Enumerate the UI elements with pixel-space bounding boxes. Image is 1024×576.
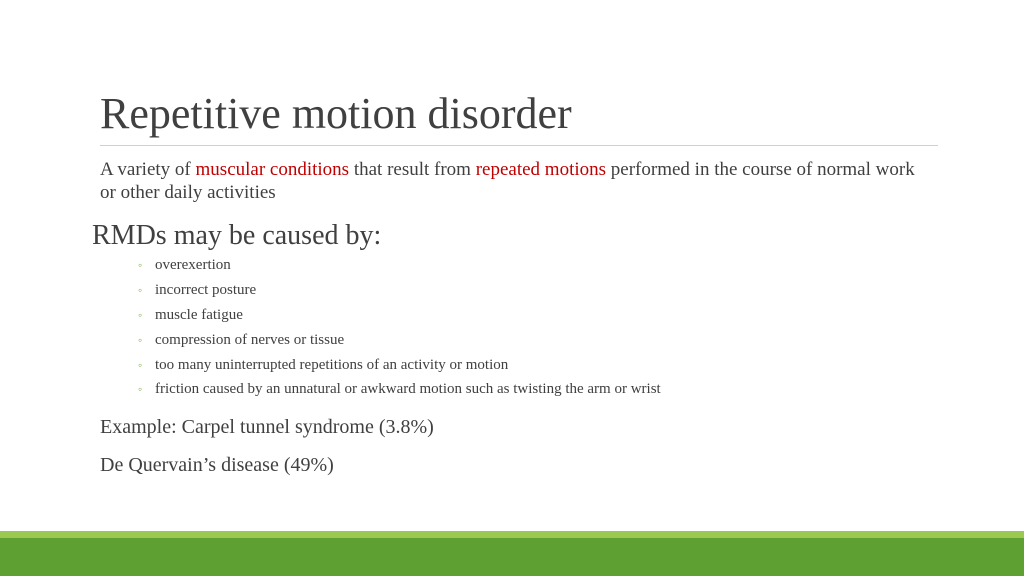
example-carpal-tunnel: Example: Carpel tunnel syndrome (3.8%) xyxy=(100,416,434,438)
list-item xyxy=(138,280,661,305)
list-item-text: muscle fatigue xyxy=(155,306,243,323)
bullet-marker: ◦ xyxy=(138,332,143,347)
causes-list xyxy=(138,255,661,404)
footer-accent-band-dark xyxy=(0,538,1024,576)
list-item xyxy=(138,379,661,404)
list-item-text: friction caused by an unnatural or awkward motion such as twisting the arm or wrist xyxy=(155,381,661,398)
bullet-marker: ◦ xyxy=(138,382,143,397)
bullet-marker: ◦ xyxy=(138,357,143,372)
list-item-text: too many uninterrupted repetitions of an activity or motion xyxy=(155,356,509,373)
bullet-marker: ◦ xyxy=(138,258,143,272)
bullet-marker: ◦ xyxy=(138,282,143,297)
causes-heading: RMDs may be caused by: xyxy=(92,220,382,251)
footer-accent-band-light xyxy=(0,531,1024,538)
intro-text-1: A variety of xyxy=(100,159,196,180)
title-divider xyxy=(100,145,938,146)
intro-highlight-muscular-conditions: muscular conditions xyxy=(195,159,350,180)
slide-title: Repetitive motion disorder xyxy=(100,89,572,138)
example-de-quervain: De Quervain’s disease (49%) xyxy=(100,454,334,476)
intro-text-3: performed in the course of normal work or other daily activities xyxy=(100,159,915,203)
list-item xyxy=(138,355,661,380)
list-item xyxy=(138,330,661,355)
bullet-marker: ◦ xyxy=(138,307,143,322)
intro-highlight-repeated-motions: repeated motions xyxy=(475,159,607,180)
list-item-text: incorrect posture xyxy=(155,281,257,298)
intro-paragraph xyxy=(100,158,930,204)
list-item-text: overexertion xyxy=(155,257,231,273)
list-item xyxy=(138,305,661,330)
intro-text-2: that result from xyxy=(349,159,476,180)
list-item xyxy=(138,255,661,280)
list-item-text: compression of nerves or tissue xyxy=(155,331,345,348)
